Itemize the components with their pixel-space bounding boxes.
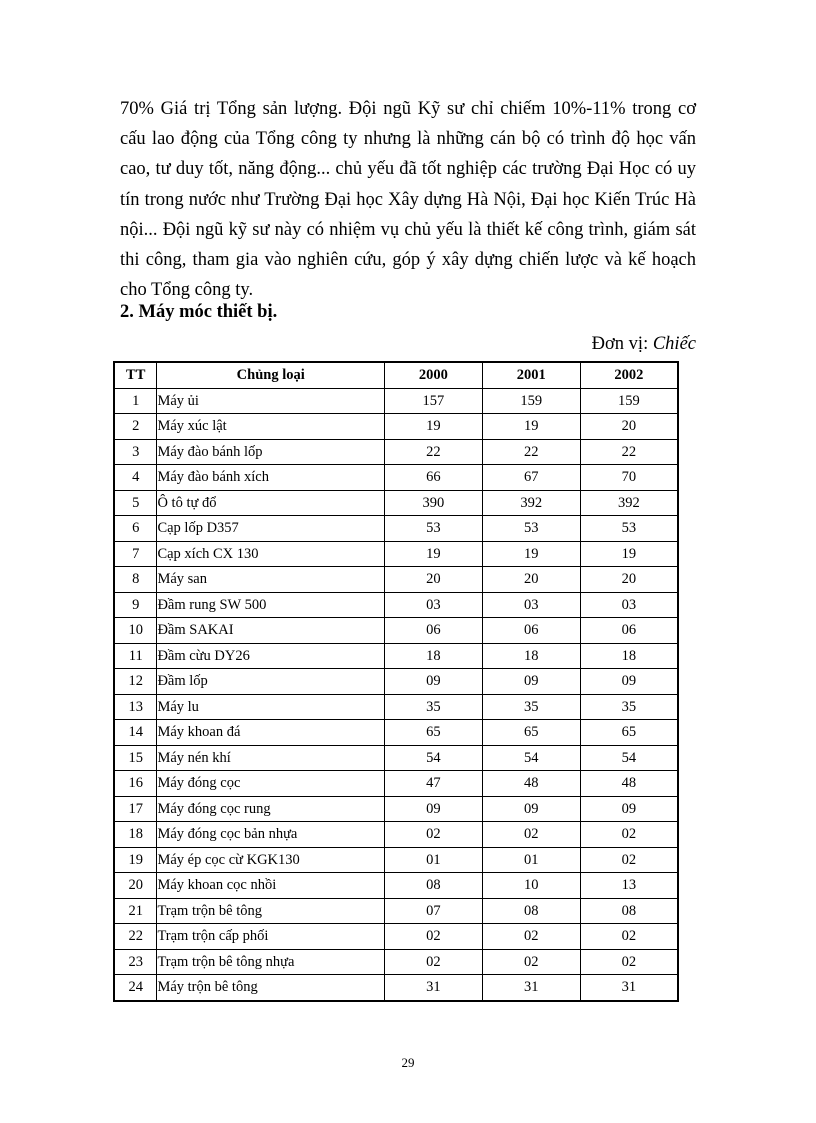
count-2002: 08	[580, 898, 678, 924]
row-index: 22	[114, 924, 157, 950]
table-row	[114, 822, 678, 848]
count-2001: 09	[482, 796, 580, 822]
row-index: 23	[114, 949, 157, 975]
header-2001: 2001	[482, 362, 580, 388]
count-2000: 22	[385, 439, 483, 465]
count-2000: 02	[385, 822, 483, 848]
count-2002: 159	[580, 388, 678, 414]
equipment-type: Cạp lốp D357	[157, 516, 385, 542]
table-row	[114, 592, 678, 618]
row-index: 7	[114, 541, 157, 567]
unit-label: Đơn vị:	[591, 334, 653, 354]
equipment-type: Máy xúc lật	[157, 414, 385, 440]
count-2002: 06	[580, 618, 678, 644]
row-index: 4	[114, 465, 157, 491]
paragraph-line: thi công, tham gia vào nghiên cứu, góp ý xây dựng chiến lược và kế hoạch	[120, 249, 696, 270]
count-2002: 20	[580, 414, 678, 440]
count-2000: 06	[385, 618, 483, 644]
count-2001: 06	[482, 618, 580, 644]
count-2001: 159	[482, 388, 580, 414]
table-row	[114, 439, 678, 465]
row-index: 20	[114, 873, 157, 899]
count-2001: 31	[482, 975, 580, 1001]
count-2000: 02	[385, 949, 483, 975]
table-row	[114, 720, 678, 746]
count-2001: 03	[482, 592, 580, 618]
equipment-type: Máy đào bánh xích	[157, 465, 385, 491]
count-2001: 10	[482, 873, 580, 899]
row-index: 3	[114, 439, 157, 465]
equipment-type: Ô tô tự đổ	[157, 490, 385, 516]
count-2000: 01	[385, 847, 483, 873]
count-2002: 09	[580, 669, 678, 695]
table-row	[114, 745, 678, 771]
count-2001: 54	[482, 745, 580, 771]
row-index: 24	[114, 975, 157, 1001]
equipment-type: Trạm trộn bê tông nhựa	[157, 949, 385, 975]
table-row	[114, 618, 678, 644]
paragraph-line: cấu lao động của Tổng công ty nhưng là những cán bộ có trình độ học vấn	[120, 129, 696, 150]
count-2001: 20	[482, 567, 580, 593]
row-index: 2	[114, 414, 157, 440]
paragraph-line: nội... Đội ngũ kỹ sư này có nhiệm vụ chủ yếu là thiết kế công trình, giám sát	[120, 219, 696, 240]
table-body	[114, 388, 678, 1001]
page-number: 29	[401, 1055, 415, 1070]
count-2001: 09	[482, 669, 580, 695]
equipment-type: Trạm trộn bê tông	[157, 898, 385, 924]
count-2001: 18	[482, 643, 580, 669]
table-row	[114, 490, 678, 516]
count-2002: 02	[580, 949, 678, 975]
equipment-type: Máy đóng cọc bản nhựa	[157, 822, 385, 848]
count-2000: 65	[385, 720, 483, 746]
count-2002: 31	[580, 975, 678, 1001]
header-tt: TT	[114, 362, 157, 388]
count-2001: 02	[482, 924, 580, 950]
row-index: 11	[114, 643, 157, 669]
equipment-type: Máy đóng cọc	[157, 771, 385, 797]
equipment-type: Máy san	[157, 567, 385, 593]
count-2001: 19	[482, 414, 580, 440]
count-2002: 02	[580, 822, 678, 848]
row-index: 14	[114, 720, 157, 746]
row-index: 19	[114, 847, 157, 873]
equipment-type: Máy khoan cọc nhồi	[157, 873, 385, 899]
equipment-type: Máy lu	[157, 694, 385, 720]
count-2000: 18	[385, 643, 483, 669]
row-index: 5	[114, 490, 157, 516]
count-2000: 53	[385, 516, 483, 542]
header-type: Chủng loại	[157, 362, 385, 388]
equipment-type: Đầm SAKAI	[157, 618, 385, 644]
table-row	[114, 643, 678, 669]
table-row	[114, 975, 678, 1001]
count-2001: 53	[482, 516, 580, 542]
count-2000: 03	[385, 592, 483, 618]
row-index: 13	[114, 694, 157, 720]
table-row	[114, 873, 678, 899]
count-2000: 19	[385, 414, 483, 440]
equipment-type: Máy khoan đá	[157, 720, 385, 746]
table-row	[114, 771, 678, 797]
count-2002: 54	[580, 745, 678, 771]
count-2002: 13	[580, 873, 678, 899]
count-2001: 392	[482, 490, 580, 516]
count-2000: 157	[385, 388, 483, 414]
count-2000: 54	[385, 745, 483, 771]
paragraph-line: cao, tư duy tốt, năng động... chủ yếu đã tốt nghiệp các trường Đại Học có uy	[120, 159, 696, 180]
equipment-type: Cạp xích CX 130	[157, 541, 385, 567]
count-2002: 19	[580, 541, 678, 567]
count-2002: 53	[580, 516, 678, 542]
count-2002: 35	[580, 694, 678, 720]
row-index: 17	[114, 796, 157, 822]
count-2001: 19	[482, 541, 580, 567]
row-index: 10	[114, 618, 157, 644]
count-2001: 65	[482, 720, 580, 746]
table-row	[114, 414, 678, 440]
table-row	[114, 516, 678, 542]
count-2000: 20	[385, 567, 483, 593]
unit-note	[592, 330, 696, 358]
row-index: 12	[114, 669, 157, 695]
count-2001: 22	[482, 439, 580, 465]
row-index: 1	[114, 388, 157, 414]
equipment-type: Đầm cừu DY26	[157, 643, 385, 669]
row-index: 16	[114, 771, 157, 797]
count-2002: 02	[580, 924, 678, 950]
row-index: 9	[114, 592, 157, 618]
count-2000: 47	[385, 771, 483, 797]
paragraph-line: 70% Giá trị Tổng sản lượng. Đội ngũ Kỹ sư chỉ chiếm 10%-11% trong cơ	[120, 99, 696, 119]
unit-value: Chiếc	[652, 334, 696, 354]
count-2001: 02	[482, 949, 580, 975]
row-index: 18	[114, 822, 157, 848]
count-2000: 66	[385, 465, 483, 491]
count-2000: 07	[385, 898, 483, 924]
table-row	[114, 669, 678, 695]
count-2000: 19	[385, 541, 483, 567]
count-2000: 390	[385, 490, 483, 516]
equipment-type: Máy ép cọc cừ KGK130	[157, 847, 385, 873]
count-2000: 02	[385, 924, 483, 950]
table-row	[114, 388, 678, 414]
equipment-table	[113, 361, 679, 1002]
body-paragraph	[120, 94, 696, 305]
count-2000: 31	[385, 975, 483, 1001]
equipment-type: Trạm trộn cấp phối	[157, 924, 385, 950]
row-index: 6	[114, 516, 157, 542]
count-2002: 22	[580, 439, 678, 465]
table-row	[114, 924, 678, 950]
count-2002: 03	[580, 592, 678, 618]
paragraph-line: cho Tổng công ty.	[120, 280, 254, 301]
equipment-type: Máy đào bánh lốp	[157, 439, 385, 465]
row-index: 8	[114, 567, 157, 593]
table-header-row	[114, 362, 678, 388]
equipment-type: Máy đóng cọc rung	[157, 796, 385, 822]
count-2000: 08	[385, 873, 483, 899]
table-row	[114, 465, 678, 491]
count-2002: 18	[580, 643, 678, 669]
count-2002: 02	[580, 847, 678, 873]
table-row	[114, 541, 678, 567]
header-2000: 2000	[385, 362, 483, 388]
count-2002: 09	[580, 796, 678, 822]
row-index: 15	[114, 745, 157, 771]
count-2001: 48	[482, 771, 580, 797]
table-row	[114, 694, 678, 720]
equipment-type: Máy ủi	[157, 388, 385, 414]
section-heading: 2. Máy móc thiết bị.	[120, 302, 278, 322]
count-2001: 67	[482, 465, 580, 491]
equipment-type: Máy trộn bê tông	[157, 975, 385, 1001]
equipment-type: Đầm rung SW 500	[157, 592, 385, 618]
count-2002: 48	[580, 771, 678, 797]
count-2001: 08	[482, 898, 580, 924]
table-row	[114, 796, 678, 822]
table-row	[114, 949, 678, 975]
count-2000: 09	[385, 796, 483, 822]
count-2001: 01	[482, 847, 580, 873]
count-2002: 65	[580, 720, 678, 746]
count-2000: 35	[385, 694, 483, 720]
count-2002: 20	[580, 567, 678, 593]
count-2001: 35	[482, 694, 580, 720]
equipment-type: Đầm lốp	[157, 669, 385, 695]
table-row	[114, 567, 678, 593]
table-row	[114, 847, 678, 873]
count-2000: 09	[385, 669, 483, 695]
equipment-type: Máy nén khí	[157, 745, 385, 771]
row-index: 21	[114, 898, 157, 924]
count-2001: 02	[482, 822, 580, 848]
header-2002: 2002	[580, 362, 678, 388]
count-2002: 70	[580, 465, 678, 491]
count-2002: 392	[580, 490, 678, 516]
paragraph-line: tín trong nước như Trường Đại học Xây dựng Hà Nội, Đại học Kiến Trúc Hà	[120, 189, 696, 210]
table-row	[114, 898, 678, 924]
